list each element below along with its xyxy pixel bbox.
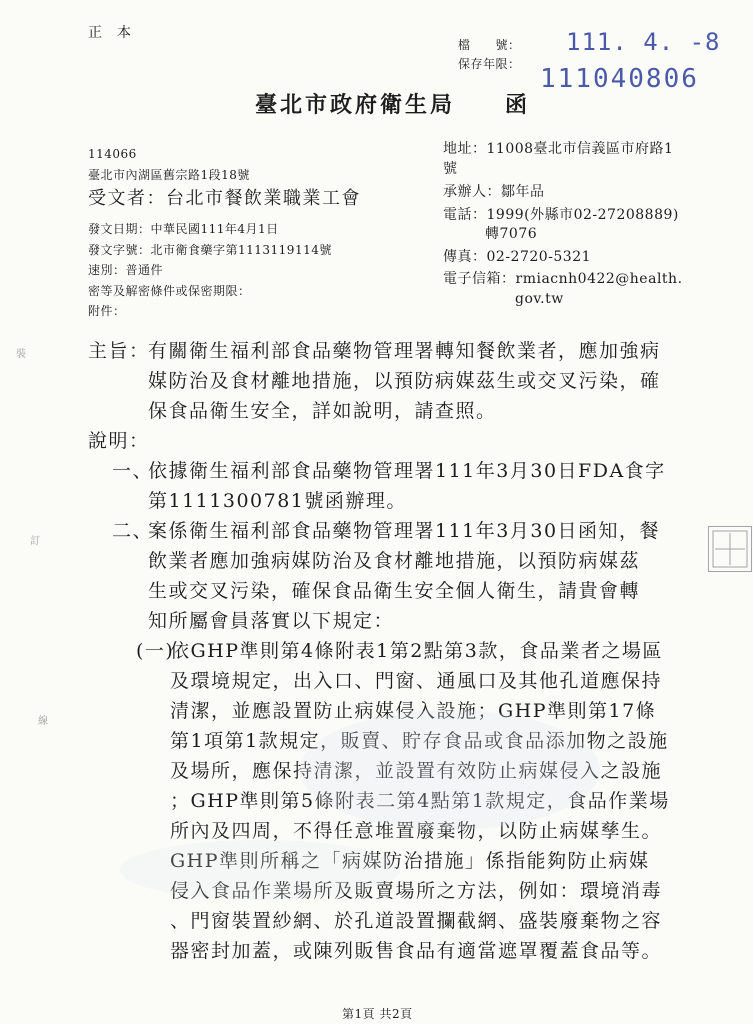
copy-mark: 正 本 (88, 25, 132, 41)
receipt-number-stamp: 111040806 (540, 64, 699, 94)
subitem-line: GHP準則所稱之「病媒防治措施」係指能夠防止病媒 (170, 850, 650, 872)
subitem-line: 及場所，應保持清潔，並設置有效防止病媒侵入之設施 (170, 760, 663, 782)
subitem-line: 所內及四周，不得任意堆置廢棄物，以防止病媒孳生。 (170, 820, 663, 842)
explanation-item (148, 516, 660, 636)
binding-mark: 線 (38, 716, 48, 727)
item-line: 依據衛生福利部食品藥物管理署111年3月30日FDA食字 (148, 460, 666, 482)
sender-block (443, 140, 683, 309)
secrecy-level: 密等及解密條件或保密期限： (88, 283, 251, 298)
subitem-line: 侵入食品作業場所及販賣場所之方法，例如：環境消毒 (170, 880, 663, 902)
sender-phone-ext: 轉7076 (485, 226, 538, 242)
meta-block (88, 219, 332, 322)
binding-mark: 裝 (16, 349, 26, 360)
subject-text (148, 336, 661, 426)
sender-address-line: 號 (443, 160, 458, 177)
subitem-line: 第1項第1款規定，販賣、貯存食品或食品添加物之設施 (170, 730, 669, 752)
subitem-line: 依GHP準則第4條附表1第2點第3款，食品業者之場區 (170, 640, 663, 662)
retention-label: 保存年限： (458, 57, 521, 71)
delivery-speed: 速別：普通件 (88, 263, 164, 277)
page-footer: 第1頁 共2頁 (342, 1007, 413, 1021)
issue-date: 發文日期：中華民國111年4月1日 (88, 222, 279, 236)
official-seal-icon (708, 526, 752, 572)
date-stamp: 111. 4. -8 (566, 28, 721, 56)
binding-mark: 訂 (30, 536, 40, 547)
subject-line: 媒防治及食材離地措施，以預防病媒茲生或交叉污染，確 (148, 370, 661, 392)
sender-phone: 電話：1999(外縣市02-27208889) (443, 206, 679, 223)
explanation-label: 說明： (88, 430, 150, 452)
subitem-line: 、門窗裝置紗網、於孔道設置攔截網、盛裝廢棄物之容 (170, 910, 663, 932)
item-line: 知所屬會員落實以下規定： (148, 610, 395, 632)
item-line: 案係衛生福利部食品藥物管理署111年3月30日函知，餐 (148, 520, 661, 542)
subject-label: 主旨： (88, 340, 150, 362)
file-number-label: 檔 號： (458, 38, 521, 52)
recipient-address: 臺北市內湖區舊宗路1段18號 (88, 168, 250, 182)
item-line: 生或交叉污染，確保食品衛生安全個人衛生，請貴會轉 (148, 580, 641, 602)
sender-contact: 承辦人：鄒年品 (443, 184, 545, 200)
page-title: 臺北市政府衛生局 函 (255, 92, 531, 118)
subitem-line: 器密封加蓋，或陳列販售食品有適當遮罩覆蓋食品等。 (170, 940, 663, 962)
sender-email-cont: gov.tw (515, 290, 564, 307)
item-marker: 一、 (112, 460, 154, 482)
addressee: 受文者：台北市餐飲業職業工會 (88, 188, 361, 209)
item-marker: 二、 (112, 520, 154, 542)
subitem-line: 清潔，並應設置防止病媒侵入設施；GHP準則第17條 (170, 700, 657, 722)
sender-fax: 傳真：02-2720-5321 (443, 248, 592, 265)
subject-line: 保食品衛生安全，詳如說明，請查照。 (148, 400, 497, 422)
item-line: 飲業者應加強病媒防治及食材離地措施，以預防病媒茲 (148, 550, 641, 572)
item-line: 第1111300781號函辦理。 (148, 490, 407, 512)
subitem-line: ；GHP準則第5條附表二第4點第1款規定，食品作業場 (170, 790, 670, 812)
explanation-item (148, 456, 666, 516)
subitem-marker: (一) (136, 640, 175, 662)
recipient-zip: 114066 (88, 147, 137, 161)
sender-address-line: 地址：11008臺北市信義區市府路1 (443, 141, 674, 157)
attachment: 附件： (88, 304, 126, 318)
background-smudge (60, 690, 700, 920)
document-number: 發文字號：北市衛食藥字第1113119114號 (88, 242, 332, 257)
sender-email: 電子信箱：rmiacnh0422@health. (443, 271, 683, 287)
subject-line: 有關衛生福利部食品藥物管理署轉知餐飲業者，應加強病 (148, 340, 661, 362)
subitem-line: 及環境規定，出入口、門窗、通風口及其他孔道應保持 (170, 670, 663, 692)
